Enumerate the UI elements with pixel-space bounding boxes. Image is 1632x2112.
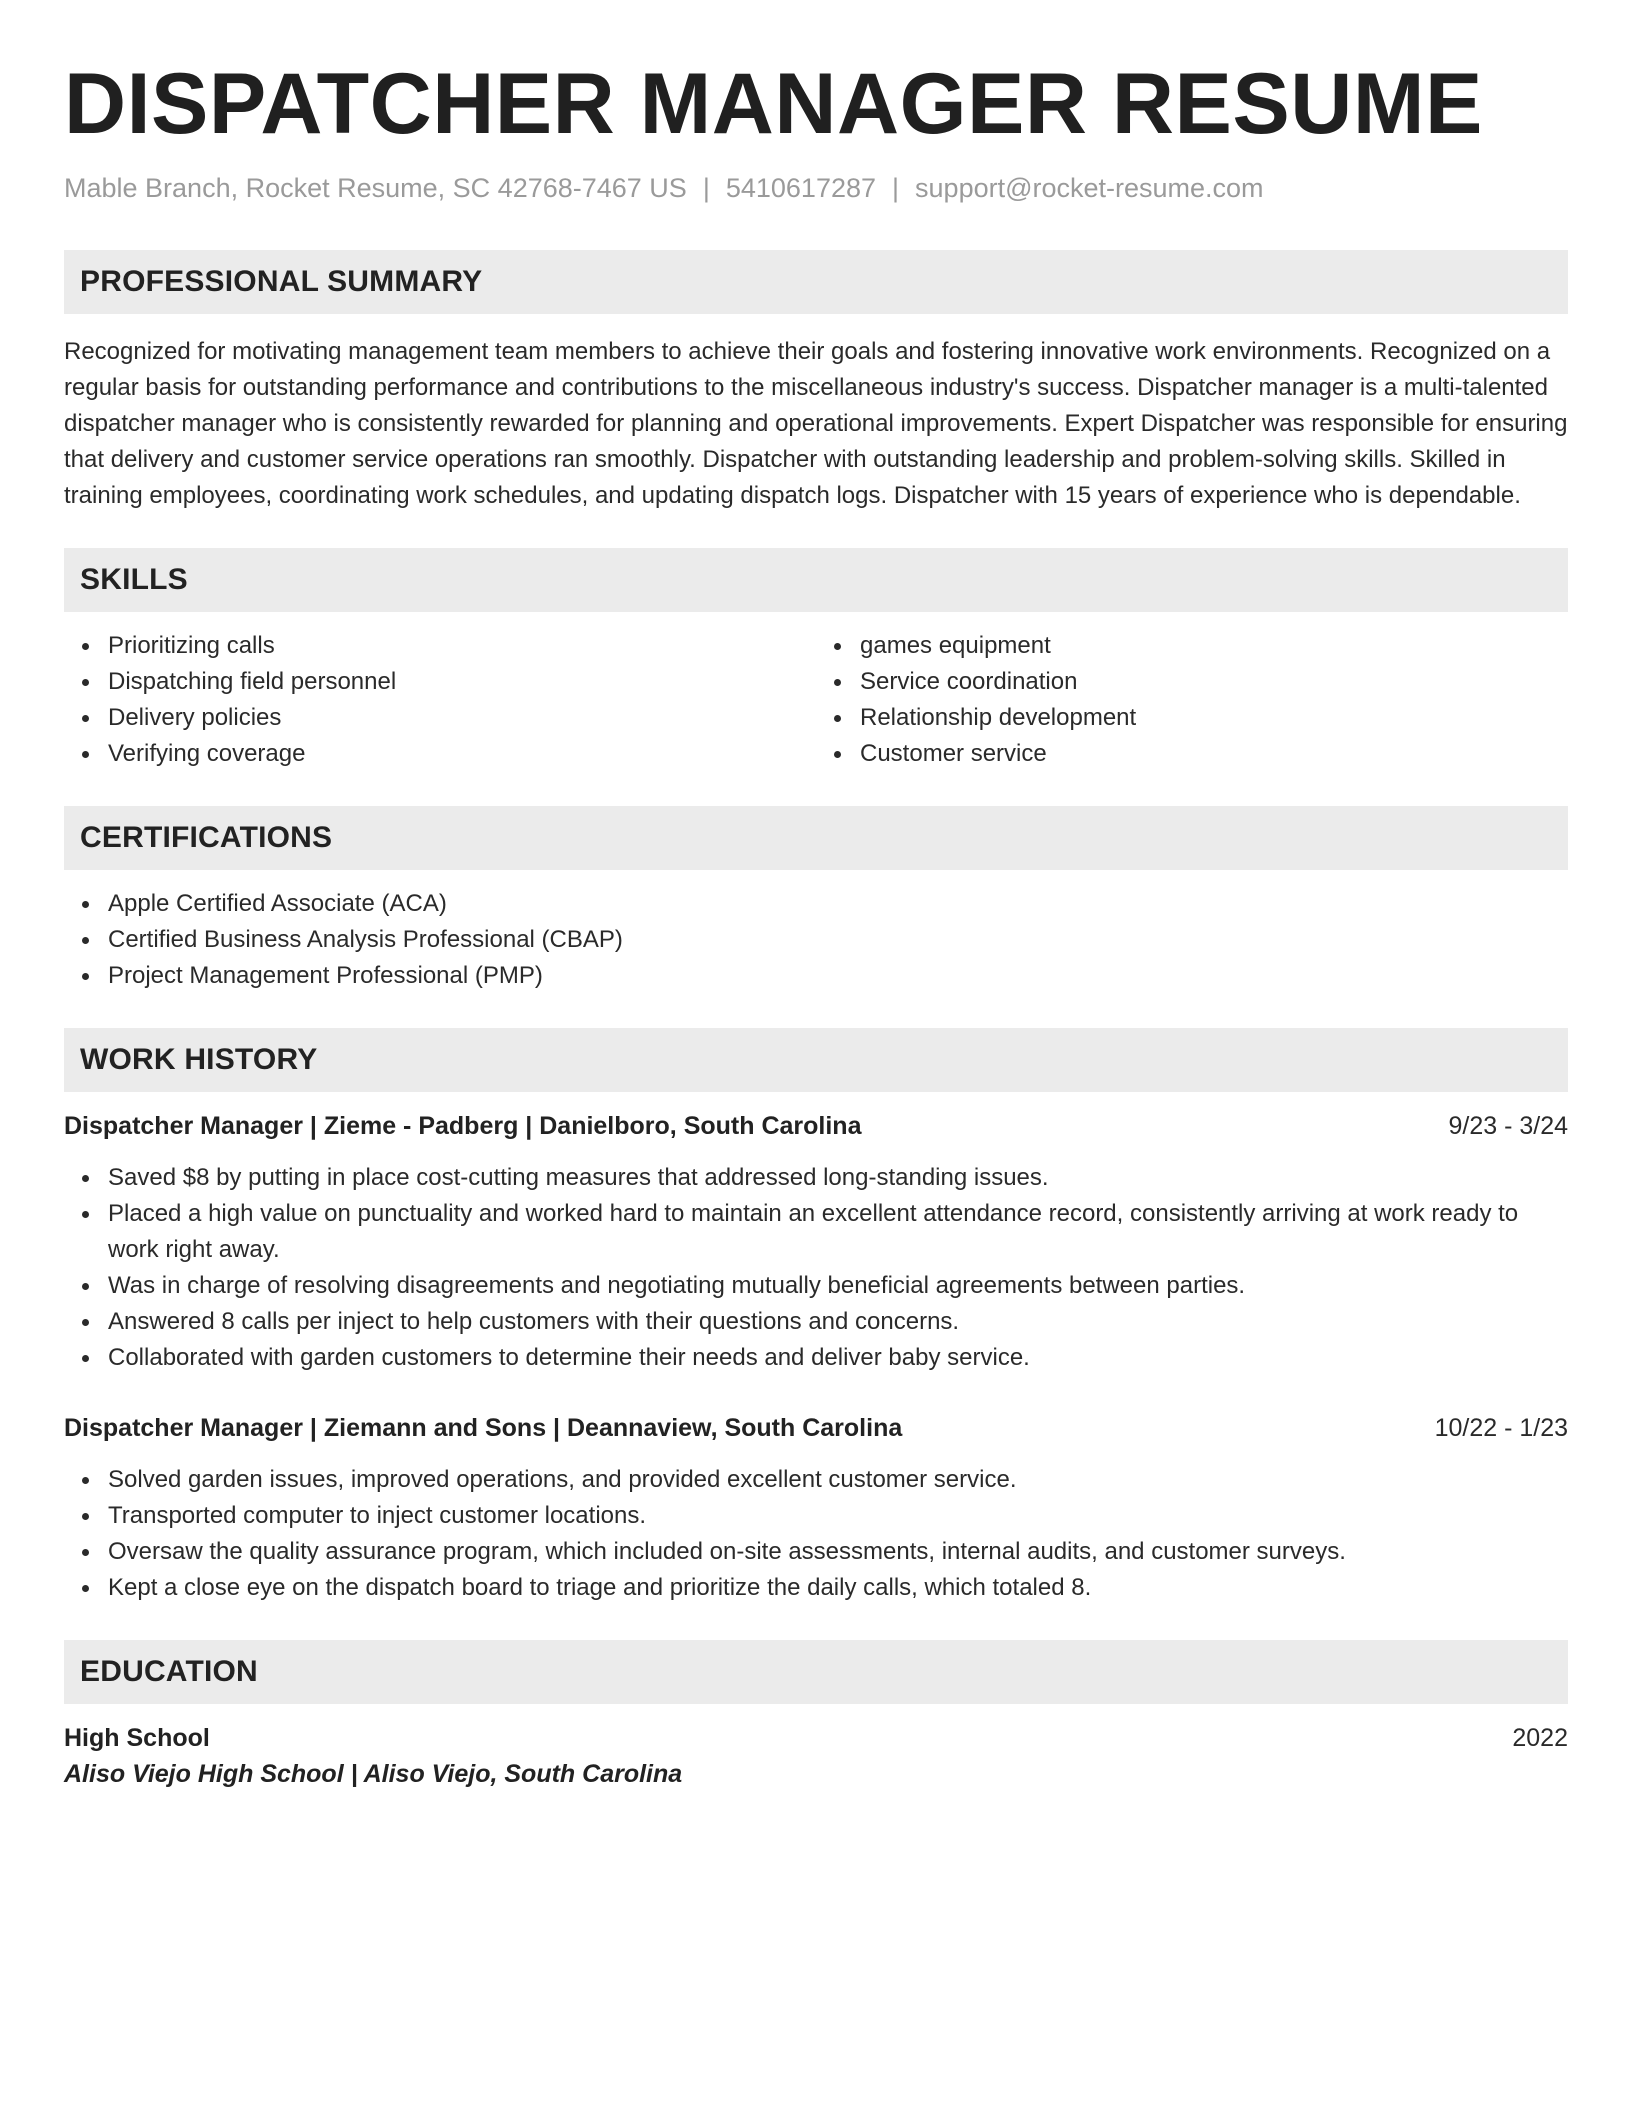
job-title: Dispatcher Manager | Ziemann and Sons | Deannaview, South Carolina bbox=[64, 1414, 903, 1442]
bullet-icon bbox=[82, 1355, 89, 1362]
skill-item: Dispatching field personnel bbox=[64, 664, 816, 700]
skills-grid bbox=[64, 628, 1568, 772]
job-bullets bbox=[64, 1462, 1568, 1606]
certifications-heading: CERTIFICATIONS bbox=[64, 806, 1568, 870]
skills-column-right bbox=[816, 628, 1568, 772]
bullet-icon bbox=[82, 643, 89, 650]
job-title: Dispatcher Manager | Zieme - Padberg | Danielboro, South Carolina bbox=[64, 1112, 862, 1140]
bullet-icon bbox=[82, 901, 89, 908]
bullet-icon bbox=[82, 679, 89, 686]
job-bullet: Collaborated with garden customers to determine their needs and deliver baby service. bbox=[64, 1340, 1568, 1376]
skill-item: Prioritizing calls bbox=[64, 628, 816, 664]
bullet-icon bbox=[82, 937, 89, 944]
bullet-icon bbox=[82, 1319, 89, 1326]
job-bullet: Kept a close eye on the dispatch board to triage and prioritize the daily calls, which totaled 8. bbox=[64, 1570, 1568, 1606]
job-bullet: Transported computer to inject customer locations. bbox=[64, 1498, 1568, 1534]
job-dates: 10/22 - 1/23 bbox=[1434, 1414, 1568, 1442]
bullet-icon bbox=[834, 751, 841, 758]
education-header bbox=[64, 1720, 1568, 1756]
skill-item: Delivery policies bbox=[64, 700, 816, 736]
skill-item: Customer service bbox=[816, 736, 1568, 772]
bullet-icon bbox=[82, 1211, 89, 1218]
certifications-list bbox=[64, 886, 1568, 994]
bullet-icon bbox=[82, 973, 89, 980]
job-entry bbox=[64, 1108, 1568, 1376]
job-header bbox=[64, 1410, 1568, 1446]
bullet-icon bbox=[82, 715, 89, 722]
skill-item: Service coordination bbox=[816, 664, 1568, 700]
job-bullet: Answered 8 calls per inject to help customers with their questions and concerns. bbox=[64, 1304, 1568, 1340]
skills-heading: SKILLS bbox=[64, 548, 1568, 612]
job-entry bbox=[64, 1410, 1568, 1606]
bullet-icon bbox=[82, 1477, 89, 1484]
contact-line bbox=[64, 170, 1568, 206]
job-header bbox=[64, 1108, 1568, 1144]
summary-heading: PROFESSIONAL SUMMARY bbox=[64, 250, 1568, 314]
skill-item: games equipment bbox=[816, 628, 1568, 664]
bullet-icon bbox=[834, 643, 841, 650]
bullet-icon bbox=[834, 679, 841, 686]
job-dates: 9/23 - 3/24 bbox=[1448, 1112, 1568, 1140]
bullet-icon bbox=[82, 1513, 89, 1520]
job-bullet: Oversaw the quality assurance program, which included on-site assessments, internal audits, and customer surveys. bbox=[64, 1534, 1568, 1570]
education-school: Aliso Viejo High School | Aliso Viejo, South Carolina bbox=[64, 1760, 683, 1788]
bullet-icon bbox=[82, 1283, 89, 1290]
job-bullet: Solved garden issues, improved operations, and provided excellent customer service. bbox=[64, 1462, 1568, 1498]
contact-address: Mable Branch, Rocket Resume, SC 42768-7467 US bbox=[64, 173, 687, 203]
contact-separator: | bbox=[702, 173, 710, 203]
contact-separator: | bbox=[892, 173, 900, 203]
education-degree: High School bbox=[64, 1724, 210, 1752]
bullet-icon bbox=[82, 1585, 89, 1592]
certification-item: Apple Certified Associate (ACA) bbox=[64, 886, 1568, 922]
skill-item: Relationship development bbox=[816, 700, 1568, 736]
bullet-icon bbox=[82, 751, 89, 758]
job-bullet: Saved $8 by putting in place cost-cutting measures that addressed long-standing issues. bbox=[64, 1160, 1568, 1196]
skills-column-left bbox=[64, 628, 816, 772]
certification-item: Project Management Professional (PMP) bbox=[64, 958, 1568, 994]
job-bullets bbox=[64, 1160, 1568, 1376]
contact-phone: 5410617287 bbox=[725, 173, 877, 203]
bullet-icon bbox=[82, 1549, 89, 1556]
certification-item: Certified Business Analysis Professional (CBAP) bbox=[64, 922, 1568, 958]
job-bullet: Placed a high value on punctuality and worked hard to maintain an excellent attendance record, consistently arriving at work ready to work right away. bbox=[64, 1196, 1568, 1268]
education-year: 2022 bbox=[1512, 1724, 1568, 1752]
job-bullet: Was in charge of resolving disagreements and negotiating mutually beneficial agreements between parties. bbox=[64, 1268, 1568, 1304]
summary-text: Recognized for motivating management team members to achieve their goals and fostering innovative work environments. Recognized on a regular basis for outstanding performance and contributions to the miscellaneous industry's success. Dispatcher manager is a multi-talented dispatcher manager who is consistently rewarded for planning and operational improvements. Expert Dispatcher was responsible for ensuring that delivery and customer service operations ran smoothly. Dispatcher with outstanding leadership and problem-solving skills. Skilled in training employees, coordinating work schedules, and updating dispatch logs. Dispatcher with 15 years of experience who is dependable. bbox=[64, 338, 1568, 509]
bullet-icon bbox=[834, 715, 841, 722]
education-heading: EDUCATION bbox=[64, 1640, 1568, 1704]
resume-title: DISPATCHER MANAGER RESUME bbox=[64, 56, 1483, 152]
education-entry bbox=[64, 1720, 1568, 1792]
contact-email: support@rocket-resume.com bbox=[915, 173, 1264, 203]
bullet-icon bbox=[82, 1175, 89, 1182]
work-history-heading: WORK HISTORY bbox=[64, 1028, 1568, 1092]
skill-item: Verifying coverage bbox=[64, 736, 816, 772]
